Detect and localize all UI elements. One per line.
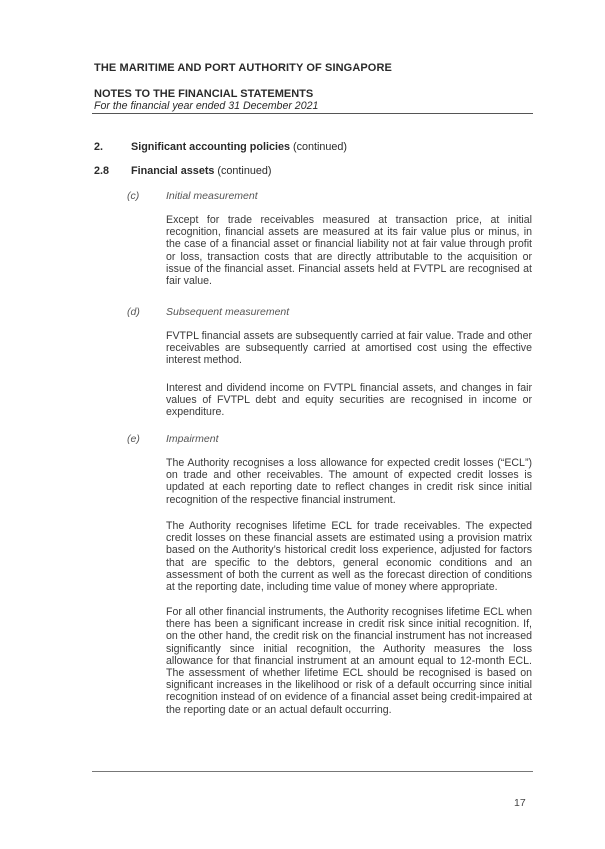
page-number: 17 xyxy=(514,797,526,809)
paragraph: For all other financial instruments, the Authority recognises lifetime ECL when there has been a significant increase in credit risk since initial recognition. If, on the other hand, the credit risk on the financial instrument has not increased significantly since initial recognition, the Authority measures the loss allowance for that financial instrument at an amount equal to 12-month ECL. The assessment of whether lifetime ECL should be recognised is based on significant increases in the likelihood or risk of a default occurring since initial recognition instead of on evidence of a financial asset being credit-impaired at the reporting date or an actual default occurring. xyxy=(166,606,532,716)
section-title: Significant accounting policies (continued) xyxy=(131,141,348,153)
paragraph: The Authority recognises a loss allowance for expected credit losses (“ECL”) on trade and other receivables. The amount of expected credit losses is updated at each reporting date to reflect changes in credit risk since initial recognition of the respective financial instrument. xyxy=(166,457,532,506)
item-heading-initial-measurement: Initial measurement xyxy=(166,190,258,202)
subsection-number: 2.8 xyxy=(94,165,110,177)
item-heading-subsequent-measurement: Subsequent measurement xyxy=(166,306,290,318)
paragraph: The Authority recognises lifetime ECL for trade receivables. The expected credit losses on these financial assets are estimated using a provision matrix based on the Authority’s historical credit loss experience, adjusted for factors that are specific to the debtors, general economic conditions and an assessment of both the current as well as the forecast direction of conditions at the reporting date, including time value of money where appropriate. xyxy=(166,520,532,594)
organization-title: THE MARITIME AND PORT AUTHORITY OF SINGAPORE xyxy=(94,62,392,74)
footer-rule xyxy=(92,771,533,772)
paragraph: Interest and dividend income on FVTPL financial assets, and changes in fair values of FVTPL debt and equity securities are recognised in income or expenditure. xyxy=(166,382,532,419)
notes-title: NOTES TO THE FINANCIAL STATEMENTS xyxy=(94,88,314,100)
item-heading-impairment: Impairment xyxy=(166,433,219,445)
paragraph: Except for trade receivables measured at transaction price, at initial recognition, financial assets are measured at its fair value plus or minus, in the case of a financial asset or financial liability not at fair value through profit or loss, transaction costs that are directly attributable to the acquisition or issue of the financial asset. Financial assets held at FVTPL are recognised at fair value. xyxy=(166,214,532,288)
paragraph: FVTPL financial assets are subsequently carried at fair value. Trade and other receivables are subsequently carried at amortised cost using the effective interest method. xyxy=(166,330,532,367)
item-letter-c: (c) xyxy=(127,190,140,202)
section-number: 2. xyxy=(94,141,104,153)
section-heading xyxy=(94,141,534,155)
item-letter-e: (e) xyxy=(127,433,140,445)
item-letter-d: (d) xyxy=(127,306,140,318)
header-rule xyxy=(92,113,533,114)
period-subtitle: For the financial year ended 31 December 2021 xyxy=(94,100,319,112)
subsection-heading xyxy=(94,165,534,179)
subsection-title: Financial assets (continued) xyxy=(131,165,272,177)
